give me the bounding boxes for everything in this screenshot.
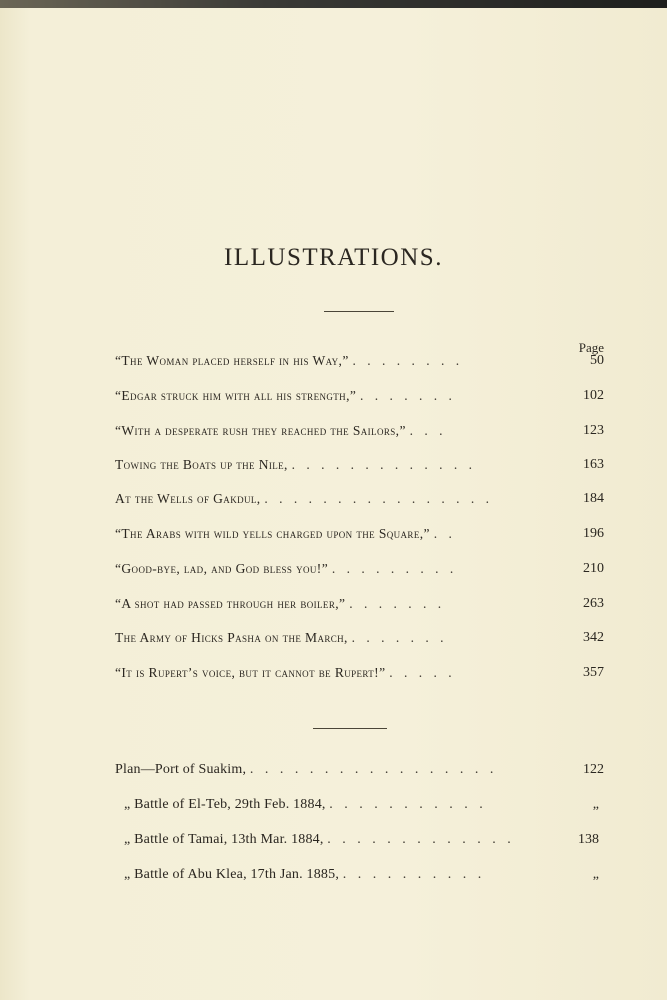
entry-page: „	[592, 797, 599, 812]
entry-page: 210	[583, 561, 604, 576]
page-column-heading: Page	[578, 340, 604, 355]
divider-rule-bottom	[313, 728, 387, 729]
entry-page: 123	[583, 423, 604, 438]
entry-page: 122	[583, 762, 604, 777]
list-item	[115, 596, 604, 616]
list-item	[115, 526, 604, 546]
list-item	[115, 491, 604, 511]
list-item	[115, 353, 604, 373]
entry-dots: . . . . . . . . . . . . . . . .	[264, 491, 493, 506]
entry-page: 163	[583, 457, 604, 472]
page-title: ILLUSTRATIONS.	[224, 244, 443, 271]
entry-page: 102	[583, 388, 604, 403]
divider-rule-top	[324, 311, 394, 312]
list-item	[124, 797, 599, 817]
page-top-edge	[0, 0, 667, 8]
list-item	[115, 561, 604, 581]
entry-page: 138	[578, 832, 599, 847]
entry-title: “With a desperate rush they reached the Sailors,”	[115, 423, 406, 438]
list-item	[115, 665, 604, 685]
entry-title: “The Arabs with wild yells charged upon the Square,”	[115, 526, 430, 541]
entry-page: 196	[583, 526, 604, 541]
list-item	[124, 832, 599, 852]
entry-dots: . . . . .	[389, 665, 456, 680]
entry-title: “A shot had passed through her boiler,”	[115, 596, 346, 611]
list-item	[115, 457, 604, 477]
entry-page: 357	[583, 665, 604, 680]
entry-title: “Good-bye, lad, and God bless you!”	[115, 561, 329, 576]
entry-dots: . . . . . . . . . .	[342, 867, 486, 882]
entry-title: The Army of Hicks Pasha on the March,	[115, 630, 348, 645]
entry-title: „ Battle of Abu Klea, 17th Jan. 1885,	[124, 867, 340, 882]
entry-dots: . . .	[409, 423, 447, 438]
list-item	[124, 867, 599, 887]
list-item	[115, 423, 604, 443]
list-item	[115, 630, 604, 650]
entry-dots: . . . . . . . . . . .	[329, 797, 487, 812]
entry-page: 342	[583, 630, 604, 645]
entry-dots: . . . . . . .	[360, 388, 456, 403]
entry-dots: . . . . . . . . . . . . . . . . .	[249, 762, 498, 777]
entry-title: “Edgar struck him with all his strength,”	[115, 388, 357, 403]
entry-page: 263	[583, 596, 604, 611]
entry-dots: . . . . . . .	[351, 630, 448, 645]
entry-title: „ Battle of El-Teb, 29th Feb. 1884,	[124, 797, 326, 812]
entry-title: At the Wells of Gakdul,	[115, 491, 261, 506]
entry-dots: . . . . . . .	[349, 596, 446, 611]
entry-dots: . .	[433, 526, 456, 541]
entry-page: „	[592, 867, 599, 882]
entry-title: Towing the Boats up the Nile,	[115, 457, 288, 472]
entry-title: „ Battle of Tamai, 13th Mar. 1884,	[124, 832, 324, 847]
entry-page: 184	[583, 491, 604, 506]
entry-page: 50	[590, 353, 604, 368]
entry-title: “It is Rupert’s voice, but it cannot be Rupert!”	[115, 665, 386, 680]
entry-dots: . . . . . . . . . . . . .	[327, 832, 515, 847]
entry-dots: . . . . . . . .	[352, 353, 464, 368]
entry-dots: . . . . . . . . .	[331, 561, 458, 576]
entry-title: Plan—Port of Suakim,	[115, 762, 247, 777]
list-item	[115, 762, 604, 782]
list-item	[115, 388, 604, 408]
entry-title: “The Woman placed herself in his Way,”	[115, 353, 349, 368]
entry-dots: . . . . . . . . . . . . .	[291, 457, 476, 472]
